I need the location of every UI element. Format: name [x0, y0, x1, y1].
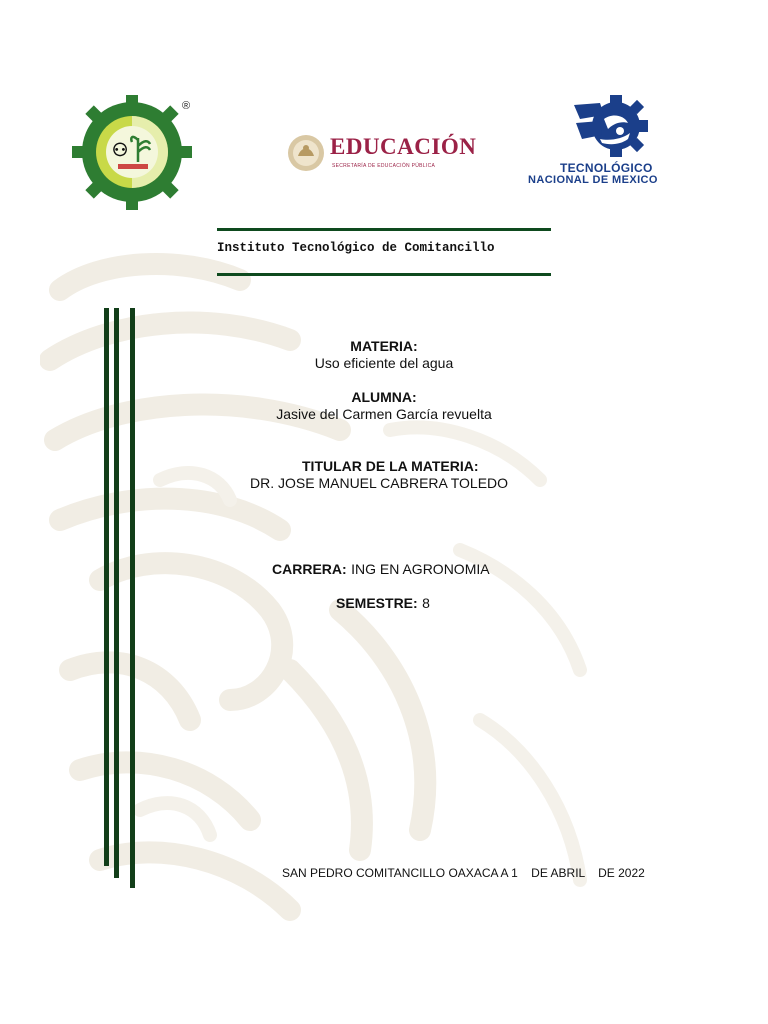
educacion-logo — [285, 132, 475, 176]
tecnm-line2: NACIONAL DE MEXICO — [528, 174, 658, 186]
career-value: ING EN AGRONOMIA — [351, 561, 490, 577]
place-date: SAN PEDRO COMITANCILLO OAXACA A 1 DE ABRIL DE 2022 — [282, 866, 645, 880]
semester-label: SEMESTRE: — [336, 595, 418, 611]
tecnm-line1: TECNOLÓGICO — [560, 161, 653, 175]
student-label: ALUMNA: — [351, 389, 417, 405]
subject-value: Uso eficiente del agua — [314, 355, 454, 371]
teacher-value: DR. JOSE MANUEL CABRERA TOLEDO — [250, 475, 509, 491]
semester-line — [336, 595, 430, 613]
educacion-title: EDUCACIÓN — [330, 134, 477, 159]
vertical-bar-2 — [114, 308, 119, 878]
itc-seal-logo — [60, 95, 200, 210]
semester-value: 8 — [422, 595, 430, 611]
educacion-subtitle: SECRETARÍA DE EDUCACIÓN PÚBLICA — [332, 163, 436, 169]
tecnm-logo — [525, 95, 700, 190]
career-line — [272, 561, 490, 579]
career-label: CARRERA: — [272, 561, 347, 577]
tecnm-gear-eagle-icon — [570, 95, 650, 157]
sep-seal-icon — [287, 134, 325, 172]
vertical-bar-3 — [130, 308, 135, 888]
vertical-bar-1 — [104, 308, 109, 866]
svg-text:⚇: ⚇ — [112, 140, 129, 160]
title-bottom-rule — [217, 273, 551, 276]
registered-mark: ® — [182, 100, 191, 112]
institute-name: Instituto Tecnológico de Comitancillo — [217, 241, 495, 255]
subject-label: MATERIA: — [350, 338, 418, 354]
student-value: Jasive del Carmen García revuelta — [276, 406, 492, 422]
title-top-rule — [217, 228, 551, 231]
teacher-label: TITULAR DE LA MATERIA: — [302, 458, 479, 474]
